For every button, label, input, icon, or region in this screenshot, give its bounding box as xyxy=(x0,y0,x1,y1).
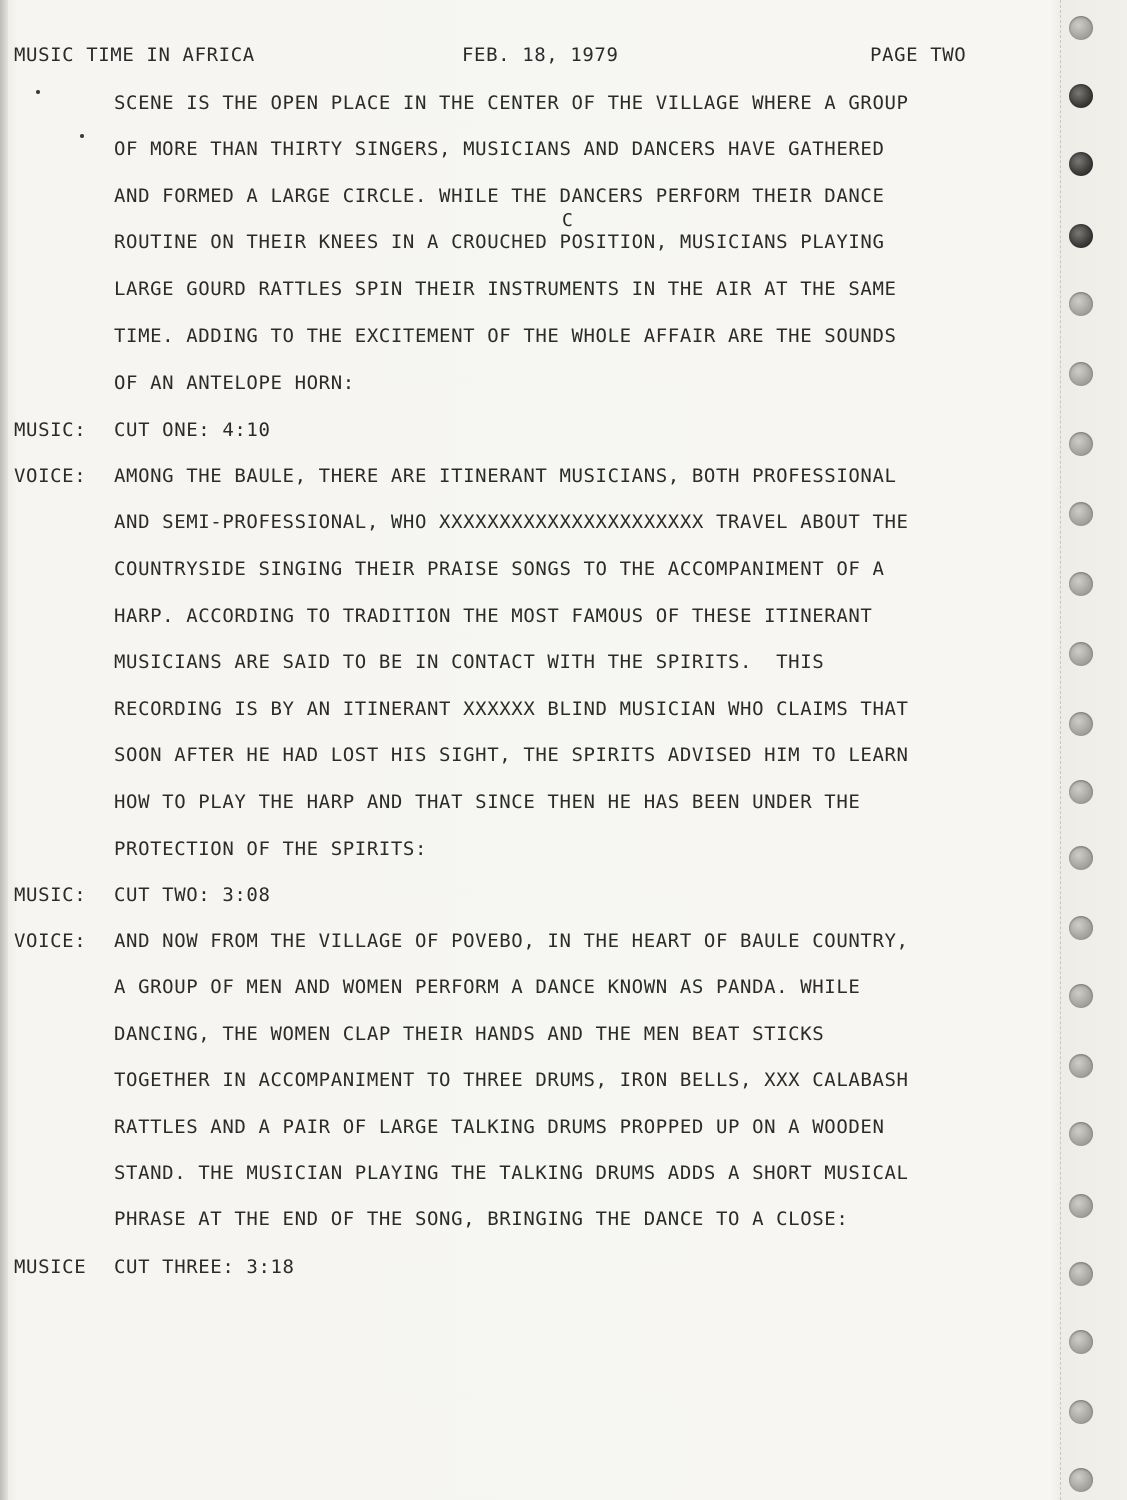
tractor-hole xyxy=(1069,1400,1093,1424)
tractor-hole xyxy=(1069,780,1093,804)
ink-speck xyxy=(80,134,84,138)
tractor-hole xyxy=(1069,984,1093,1008)
tractor-hole xyxy=(1069,712,1093,736)
script-line: RATTLES AND A PAIR OF LARGE TALKING DRUMS PROPPED UP ON A WOODEN xyxy=(114,1116,885,1138)
tractor-hole xyxy=(1069,846,1093,870)
script-line: COUNTRYSIDE SINGING THEIR PRAISE SONGS TO THE ACCOMPANIMENT OF A xyxy=(114,558,885,580)
tractor-hole xyxy=(1069,1122,1093,1146)
tractor-hole xyxy=(1069,572,1093,596)
script-line: MUSICIANS ARE SAID TO BE IN CONTACT WITH THE SPIRITS. THIS xyxy=(114,651,825,673)
music-cue: CUT ONE: 4:10 xyxy=(114,419,271,441)
script-line: HARP. ACCORDING TO TRADITION THE MOST FAMOUS OF THESE ITINERANT xyxy=(114,605,873,627)
music-cue: CUT TWO: 3:08 xyxy=(114,884,271,906)
script-line: HOW TO PLAY THE HARP AND THAT SINCE THEN HE HAS BEEN UNDER THE xyxy=(114,791,861,813)
perforation-line xyxy=(1060,0,1061,1500)
script-line: OF AN ANTELOPE HORN: xyxy=(114,372,355,394)
tractor-hole xyxy=(1069,1330,1093,1354)
script-line: SCENE IS THE OPEN PLACE IN THE CENTER OF THE VILLAGE WHERE A GROUP xyxy=(114,92,909,114)
cue-label: MUSIC: xyxy=(14,884,87,906)
tractor-hole xyxy=(1069,1054,1093,1078)
tractor-hole xyxy=(1069,1194,1093,1218)
tractor-hole xyxy=(1069,916,1093,940)
script-line: SOON AFTER HE HAD LOST HIS SIGHT, THE SPIRITS ADVISED HIM TO LEARN xyxy=(114,744,909,766)
tractor-hole xyxy=(1069,1262,1093,1286)
handwritten-correction: C xyxy=(562,210,573,231)
script-line: PROTECTION OF THE SPIRITS: xyxy=(114,838,428,860)
paper-edge xyxy=(0,0,8,1500)
script-line: PHRASE AT THE END OF THE SONG, BRINGING THE DANCE TO A CLOSE: xyxy=(114,1208,849,1230)
ink-speck xyxy=(36,90,40,94)
script-line: STAND. THE MUSICIAN PLAYING THE TALKING DRUMS ADDS A SHORT MUSICAL xyxy=(114,1162,909,1184)
script-line: AMONG THE BAULE, THERE ARE ITINERANT MUSICIANS, BOTH PROFESSIONAL xyxy=(114,465,897,487)
tractor-hole xyxy=(1069,152,1093,176)
tractor-hole xyxy=(1069,16,1093,40)
music-cue: CUT THREE: 3:18 xyxy=(114,1256,295,1278)
tractor-hole xyxy=(1069,1468,1093,1492)
script-line: DANCING, THE WOMEN CLAP THEIR HANDS AND THE MEN BEAT STICKS xyxy=(114,1023,825,1045)
script-line: RECORDING IS BY AN ITINERANT XXXXXX BLIND MUSICIAN WHO CLAIMS THAT xyxy=(114,698,909,720)
script-line: AND NOW FROM THE VILLAGE OF POVEBO, IN THE HEART OF BAULE COUNTRY, xyxy=(114,930,909,952)
cue-label: VOICE: xyxy=(14,465,87,487)
program-title: MUSIC TIME IN AFRICA xyxy=(14,44,255,66)
page-number: PAGE TWO xyxy=(870,44,967,66)
tractor-hole xyxy=(1069,502,1093,526)
script-line: AND FORMED A LARGE CIRCLE. WHILE THE DANCERS PERFORM THEIR DANCE xyxy=(114,185,885,207)
tractor-hole xyxy=(1069,292,1093,316)
tractor-hole xyxy=(1069,224,1093,248)
tractor-hole xyxy=(1069,642,1093,666)
cue-label: MUSIC: xyxy=(14,419,87,441)
script-line: TOGETHER IN ACCOMPANIMENT TO THREE DRUMS, IRON BELLS, XXX CALABASH xyxy=(114,1069,909,1091)
broadcast-date: FEB. 18, 1979 xyxy=(462,44,619,66)
script-line: LARGE GOURD RATTLES SPIN THEIR INSTRUMENTS IN THE AIR AT THE SAME xyxy=(114,278,897,300)
tractor-hole xyxy=(1069,84,1093,108)
tractor-hole xyxy=(1069,362,1093,386)
script-line: OF MORE THAN THIRTY SINGERS, MUSICIANS AND DANCERS HAVE GATHERED xyxy=(114,138,885,160)
tractor-hole xyxy=(1069,432,1093,456)
script-line: ROUTINE ON THEIR KNEES IN A CROUCHED POSITION, MUSICIANS PLAYING xyxy=(114,231,885,253)
cue-label: VOICE: xyxy=(14,930,87,952)
cue-label: MUSICE xyxy=(14,1256,87,1278)
script-line: A GROUP OF MEN AND WOMEN PERFORM A DANCE KNOWN AS PANDA. WHILE xyxy=(114,976,861,998)
script-line: TIME. ADDING TO THE EXCITEMENT OF THE WHOLE AFFAIR ARE THE SOUNDS xyxy=(114,325,897,347)
script-line: AND SEMI-PROFESSIONAL, WHO XXXXXXXXXXXXXXXXXXXXXX TRAVEL ABOUT THE xyxy=(114,511,909,533)
